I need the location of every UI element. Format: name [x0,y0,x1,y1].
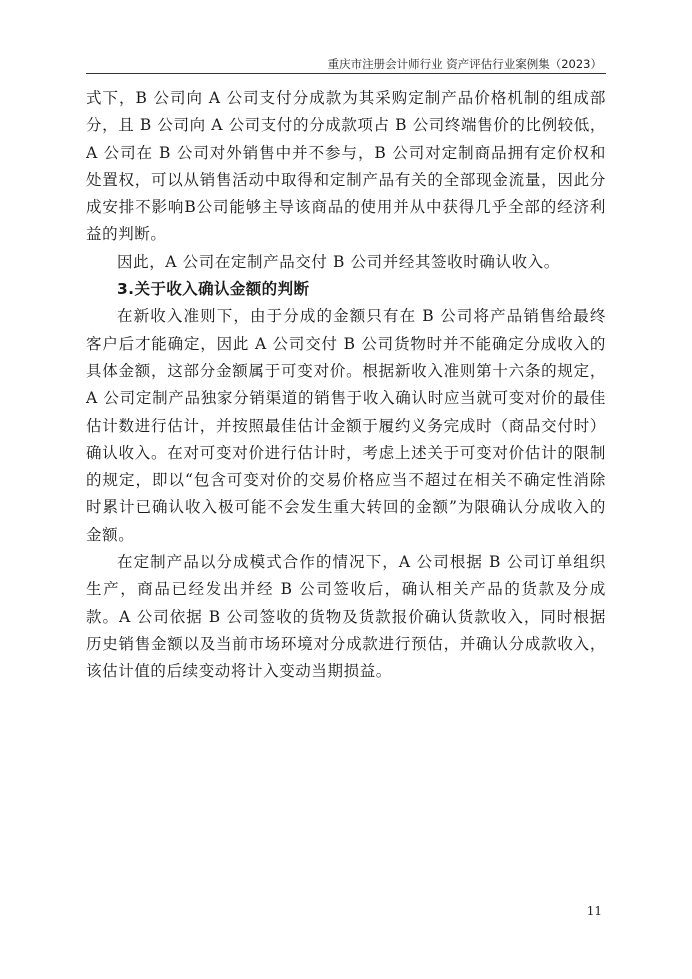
page-number: 11 [586,904,602,918]
paragraph-continued: 式下，B 公司向 A 公司支付分成款为其采购定制产品价格机制的组成部分，且 B 公司向 A 公司支付的分成款项占 B 公司终端售价的比例较低，A 公司在 B 公司对外销售中并不参与，B 公司对定制商品拥有定价权和处置权，可以从销售活动中取得和定制产品有关的全部现金流量，因此分成安排不影响B公司能够主导该商品的使用并从中获得几乎全部的经济利益的判断。 [86,89,606,244]
body-text [86,85,606,686]
header-rule [86,73,606,74]
paragraph-conclusion: 因此，A 公司在定制产品交付 B 公司并经其签收时确认收入。 [117,252,560,271]
paragraph-revenue-recognition: 在定制产品以分成模式合作的情况下，A 公司根据 B 公司订单组织生产，商品已经发出并经 B 公司签收后，确认相关产品的货款及分成款。A 公司依据 B 公司签收的货物及货款报价确认货款收入，同时根据历史销售金额以及当前市场环境对分成款进行预估，并确认分成款收入，该估计值的后续变动将计入变动当期损益。 [86,553,606,681]
section-heading: 3.关于收入确认金额的判断 [117,280,310,299]
paragraph-variable-consideration: 在新收入准则下，由于分成的金额只有在 B 公司将产品销售给最终客户后才能确定，因此 A 公司交付 B 公司货物时并不能确定分成收入的具体金额，这部分金额属于可变对价。根据新收入准则第十六条的规定，A 公司定制产品独家分销渠道的销售于收入确认时应当就可变对价的最佳估计数进行估计，并按照最佳估计金额于履约义务完成时（商品交付时）确认收入。在对可变对价进行估计时，考虑上述关于可变对价估计的限制的规定，即以“包含可变对价的交易价格应当不超过在相关不确定性消除时累计已确认收入极可能不会发生重大转回的金额”为限确认分成收入的金额。 [86,307,606,544]
running-header: 重庆市注册会计师行业 资产评估行业案例集（2023） [327,57,602,71]
